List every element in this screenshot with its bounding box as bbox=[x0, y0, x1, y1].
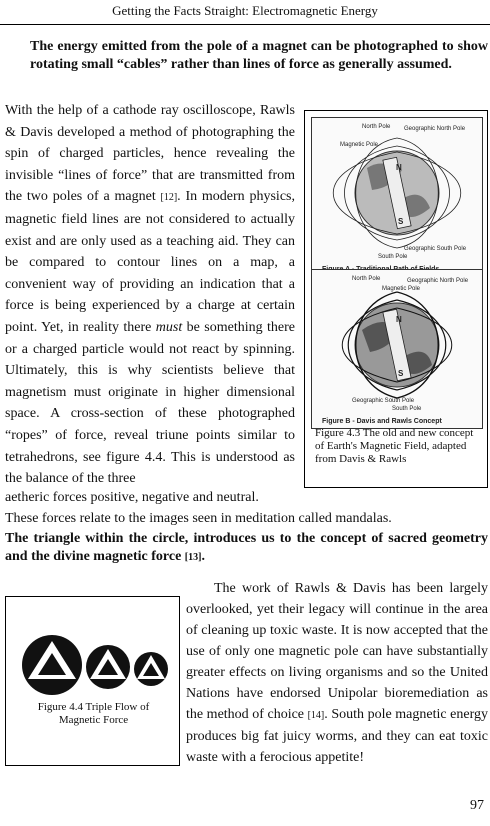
reference-13: [13] bbox=[184, 552, 202, 563]
reference-14: [14] bbox=[307, 710, 325, 721]
label-n: N bbox=[396, 163, 402, 172]
page-number: 97 bbox=[470, 798, 484, 813]
triple-flow-diagram bbox=[6, 597, 179, 697]
label-s: S bbox=[398, 217, 404, 226]
label-south-pole: South Pole bbox=[378, 254, 408, 260]
earth-field-diagram-a bbox=[312, 118, 482, 276]
body-paragraph-1-line-b: aetheric forces positive, negative and neutral. bbox=[5, 490, 259, 505]
label-north-pole: North Pole bbox=[362, 124, 391, 130]
body-paragraph-1 bbox=[5, 100, 295, 490]
mandala-medium bbox=[86, 645, 130, 689]
body-text: be something there or a charged particle would not react by spinning. Ultimately, this is why scientists believe that magnetism must originate in higher dimensional space. A cross-section of these photographed “ropes” of force, reveal triune points similar to tetrahedrons, see figure 4.4. This is understood as the balance of the three bbox=[5, 319, 296, 487]
running-header bbox=[0, 0, 490, 25]
label-n-b: N bbox=[396, 315, 402, 324]
running-header-title: Getting the Facts Straight: Electromagnetic Energy bbox=[112, 3, 378, 18]
mandala-small bbox=[134, 652, 168, 686]
label-magnetic-pole: Magnetic Pole bbox=[340, 142, 379, 148]
body-paragraph-2 bbox=[5, 530, 488, 567]
figure-4-4-caption: Figure 4.4 Triple Flow of Magnetic Force bbox=[37, 701, 150, 726]
body-text: . South pole magnetic energy produces big fat juicy worms, and they can eat toxic waste with a ferocious appetite! bbox=[186, 707, 488, 765]
label-geographic-south-b: Geographic South Pole bbox=[352, 398, 415, 404]
figure-4-3-caption: Figure 4.3 The old and new concept of Earth's Magnetic Field, adapted from Davis & Rawls bbox=[315, 427, 474, 465]
reference-12: [12] bbox=[160, 192, 178, 204]
body-text: The triangle within the circle, introduces us to the concept of sacred geometry and the divine magnetic force bbox=[5, 531, 488, 564]
label-magnetic-pole-b: Magnetic Pole bbox=[382, 286, 421, 292]
label-geographic-south: Geographic South Pole bbox=[404, 246, 467, 252]
figure-panel-a bbox=[311, 117, 483, 277]
figure-4-3 bbox=[304, 110, 488, 488]
body-paragraph-3 bbox=[186, 578, 488, 768]
body-text: . bbox=[201, 549, 205, 564]
figure-4-4 bbox=[5, 596, 180, 766]
panel-b-title: Figure B - Davis and Rawls Concept bbox=[322, 418, 442, 425]
body-text: With the help of a cathode ray oscilloscope, Rawls & Davis developed a method of photographing the spin of charged particles, hence revealing the invisible “lines of force” that are transmitted from the two poles of a magnet bbox=[5, 103, 295, 205]
body-text: The work of Rawls & Davis has been largely overlooked, yet their legacy will continue in the area of cleaning up toxic waste. It is now accepted that the use of only one magnetic pole can have substantially greater effects on living organisms and so the United Nations have endorsed Unipolar bioremediation as the method of choice bbox=[186, 581, 488, 722]
figure-panel-b bbox=[311, 269, 483, 429]
label-geographic-north-b: Geographic North Pole bbox=[407, 278, 469, 284]
emphasis-must: must bbox=[155, 319, 183, 335]
earth-field-diagram-b bbox=[312, 270, 482, 428]
label-s-b: S bbox=[398, 369, 404, 378]
body-paragraph-1-line-c: These forces relate to the images seen in meditation called mandalas. bbox=[5, 511, 392, 526]
label-south-pole-b: South Pole bbox=[392, 406, 422, 412]
label-north-pole-b: North Pole bbox=[352, 276, 381, 282]
lead-paragraph: The energy emitted from the pole of a magnet can be photographed to show rotating small “cables” rather than lines of force as generally assumed. bbox=[30, 39, 488, 72]
body-text: . In modern physics, magnetic field lines are not considered to actually exist and are only used as a teaching aid. They can be compared to contour lines on a map, a convenient way of providing an indication that a force is being experienced by a charge at certain point. Yet, in reality there bbox=[5, 189, 295, 335]
label-geographic-north: Geographic North Pole bbox=[404, 126, 466, 132]
mandala-large bbox=[22, 635, 82, 695]
